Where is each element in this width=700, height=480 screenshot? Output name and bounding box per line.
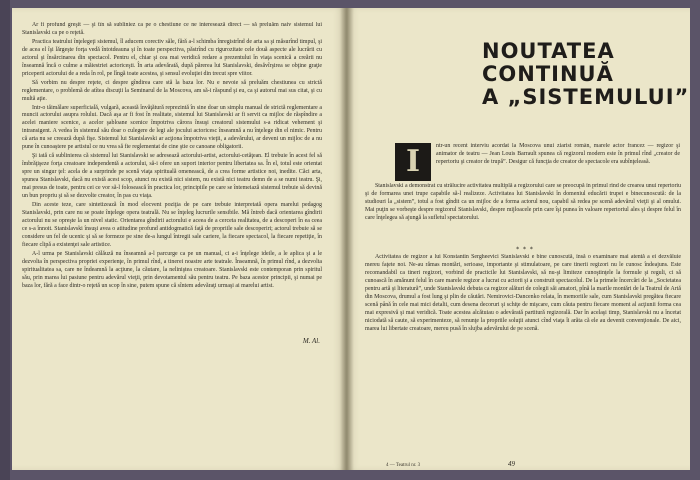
paragraph: Să vorbim nu despre reţete, ci despre gîndirea care stă la baza lor. Nu e nevoie să preluăm chestiunea cu strictă reglementare, o problemă de atîtea discuţii la Seminarul de la Moscova, am să-i răspund şi eu, ca şi autorul mai sus citat, şi cu multă aţie. bbox=[22, 79, 322, 102]
paragraph: Stanislavski a demonstrat cu strălucire activitatea multiplă a regizorului care se preocupă în primul rînd de crearea unui repertoriu şi de formarea unei trupe capabile să-l realizeze. Activitatea lui Stanislavski în domeniul educării trupei e binecunoscută: de la studiouri la „sistem”, totul a fost gîndit ca un mijloc de a forma actorul nou, capabil să redea pe scenă adevărul vieţii şi al omului. Mai puţin se vorbeşte despre regizorul Stanislavski, despre mijloacele prin care îşi punea în valoare repertoriul ales şi despre felul în care înţelegea să ajungă la sufletul spectatorului. bbox=[365, 183, 681, 221]
paragraph: Intr-o tăimălare superficială, vulgară, această învăţătură reprezintă în sine doar un simplu manual de strictă reglementare a muncii actorului asupra rolului. Dacă aşa ar fi fost în realitate, sistemul lui Stanislavski ar fi servit ca mijloc de răspîndire a acelei maniere scenice, a acelor şabloane scenice împotriva cărora însuşi creatorul sistemului s-a ridicat vehement şi intransigent. A vedea în sistemul său doar o culegere de legi ale jocului actoricesc înseamnă a nu înţelege din el nimic. Pentru că arta nu se creează după fişe. Sistemul lui Stanislavski ar acţiona împotriva vieţii, a adevărului, ar deveni un mijloc de a nu pune în cunoaştere pe artistul ce nu vrea să fie reglementat de cine ştie ce canoane obligatorii. bbox=[22, 104, 322, 151]
book-gutter bbox=[340, 8, 354, 470]
headline-line: CONTINUĂ bbox=[482, 62, 614, 86]
paragraph: Şi iată că sublinierea că sistemul lui Stanislavski se adresează actorului-artist, actorului-cetăţean. El trebuie în acest fel să îmbrăţişeze forţa creatoare independentă a actorului, să-i ofere un suport interior pentru libertatea sa. În el, totul este orientat spre un singur ţel: acela de a surprinde pe scenă viaţa spirituală omenească, de a crea forme artistice noi, inedite. Căci arta, spunea Stanislavski, dacă nu există acest scop, atunci nu există nici sistem, nu există nici teatru demn de a se numi teatru. Şi, mai presus de toate, pentru cei ce vor să-l folosească în practica lor, principiile pe care se întemeiază sistemul trebuie să devină un bun propriu şi să se dezvolte creator, în pas cu viaţa. bbox=[22, 153, 322, 200]
headline-line: NOUTATEA bbox=[482, 39, 615, 63]
paragraph: Ar fi profund greşit — şi tîn să subliniez ca pe o chestiune ce ne interesează direct — să preluăm naiv sistemul lui Stanislavski ca pe o reţetă. bbox=[22, 22, 322, 36]
paragraph: A-l urma pe Stanislavski călăuză nu înseamnă a-l parcurge ca pe un manual, ci a-i înţelege ideile, a le aplica şi a le dezvolta în perspectiva propriei experienţe, în primul rînd, a tinerei noastre arte teatrale. Înseamnă, în primul rînd, a dezvolta spiritualitatea sa, care ne îndeamnă la acţiune, la căutare, la neliniştea creatoare. Stanislavski este contemporan prin spiritul său, prin marea lui pasiune pentru adevărul vieţii, prin devotamentul său pentru teatru. Pe baza acestor principii, şi numai pe baza lor, fără a face dintr-o reţetă un scop în sine, putem spune că sîntem adevăraţi urmaşi ai marelui artist. bbox=[22, 250, 322, 289]
paragraph: Practica teatrului înţelegeţi sistemul, îl aducem corectiv săle, fără a-l schimba înregistrînd de arta sa şi măsurînd timpul, şi de acea el îşi lărgeşte forţa vedă întotdeauna şi în toate perspectiva, păstrînd cu rigurozitate cele două aspecte ale lucrării cu actorul şi însărcinarea din spectacol. Pentru el, chiar şi cea mai veridică redare a prezentului în viaţa scenică a creării nu înseamnă încă o culme a măiestriei actoriceşti. În arta adevărată, după părerea lui Stanislavski, desăvîrşirea se obţine graţie priceperii actorului de a reda în rol, pe lîngă toate acestea, şi sensul evoluţiei din trecut spre viitor. bbox=[22, 38, 322, 77]
left-article-column bbox=[22, 22, 322, 334]
bottom-paragraph bbox=[365, 254, 681, 444]
page-number: 49 bbox=[508, 460, 515, 468]
book-spine-edge bbox=[0, 0, 10, 480]
section-divider-stars: * * * bbox=[516, 246, 534, 253]
intro-paragraph bbox=[436, 143, 680, 183]
author-signature: M. Al. bbox=[302, 337, 320, 345]
paragraph: Activitatea de regizor a lui Konstantin Sergheevici Stanislavski e bine cunoscută, însă o examinare mai atentă a ei dezvăluie mereu faţete noi. Ne-au rămas montări, serioase, importante şi stimulatoare, pe care tinerii regizori nu le cunosc îndeajuns. Este recomandabil ca tineri regizori, vorbind de practicile lui Stanislavski, să nu-şi limiteze cunoştinţele la formule şi reguli, ci să cunoască în amănunt felul în care marele regizor a lucrat cu actorii şi a construit spectacolul. De la primele încercări de la „Societatea pentru artă şi literatură”, unde Stanislavski debuta ca regizor alături de colegii săi amatori, pînă la marile montări de la Teatrul de Artă din Moscova, drumul a fost lung şi plin de căutări. Nemirovici-Dancenko relata, în memoriile sale, cum Stanislavski pregătea fiecare scenă până în cele mai mici detalii, cum desena decoruri şi schiţe de mişcare, cum căuta pentru fiecare moment al acţiunii forma cea mai expresivă şi mai veridică. Toate acestea alcătuiau o adevărată partitură regizorală. Dar în acelaşi timp, Stanislavski nu a încetat niciodată să caute, să experimenteze, să renunţe la propriile soluţii atunci cînd viaţa îi arăta că ele au devenit convenţionale. De aici, marea lui libertate creatoare, mereu pusă în slujba adevărului de pe scenă. bbox=[365, 254, 681, 332]
second-paragraph bbox=[365, 183, 681, 243]
headline-line: A „SISTEMULUI” bbox=[482, 85, 690, 109]
paragraph: ntr-un recent interviu acordat la Moscova unui ziarist român, marele actor francez — regizor şi animator de teatru — Jean Louis Barrault spunea că regizorul modern este în primul rînd „creator de repertoriu şi creator de trupă”. Desigur că funcţia de creator de spectacole era subînţeleasă. bbox=[436, 143, 680, 165]
drop-cap bbox=[395, 143, 431, 181]
paragraph: Din aceste teze, care sintetizează în mod elocvent poziţia de pe care trebuie interpretată opera marelui pedagog Stanislavski, prin care nu se poate înţelege opera teatrală. Nu se înţeleg lucrurile sensibile. Mă întreb dacă orientarea gîndirii actorului nu se opreşte la un nivel static. Orientarea gîndirii actorului e aceea de a cerceta realitatea, de a descoperi în ea ceea ce s-a înnoit. Stanislavski însuşi avea o atitudine profund antidogmatică faţă de propriile sale descoperiri; actorul trebuie să se considere un fel de ucenic şi să se formeze pe sine de-a lungul întregii sale cariere, la fiecare spectacol, la fiecare repetiţie, în fiecare clipă a existenţei sale artistice. bbox=[22, 201, 322, 248]
drop-cap-letter: I bbox=[405, 144, 421, 179]
magazine-issue-footer: 4 — Teatrul nr. 3 bbox=[386, 463, 421, 468]
article-headline bbox=[482, 39, 690, 109]
